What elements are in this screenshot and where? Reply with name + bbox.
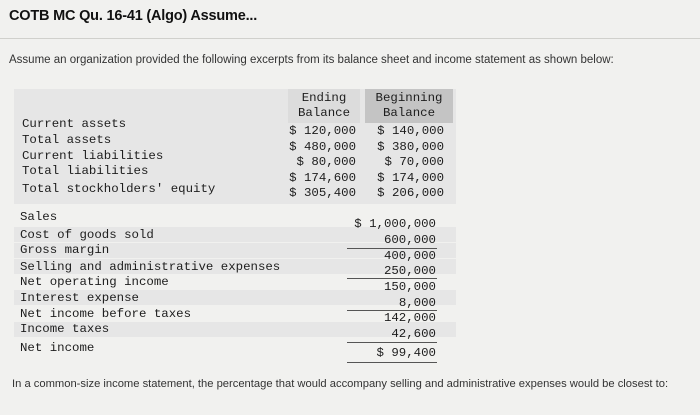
is-label-gross-margin: Gross margin (20, 243, 110, 257)
bs-ending-current-assets: $ 120,000 (289, 124, 356, 138)
is-label-interest-expense: Interest expense (20, 291, 139, 305)
is-label-cogs: Cost of goods sold (20, 228, 154, 242)
is-value-sales: $ 1,000,000 (354, 217, 436, 231)
is-value-selling-admin: 250,000 (383, 264, 436, 278)
is-value-income-taxes: 42,600 (391, 327, 436, 341)
question-intro: Assume an organization provided the following excerpts from its balance sheet and income statement as shown below: (9, 54, 614, 66)
ending-header-line1: Ending (301, 91, 347, 105)
is-value-net-income-before-taxes: 142,000 (383, 311, 436, 325)
question-prompt: In a common-size income statement, the percentage that would accompany selling and administrative expenses would be closest to: (12, 378, 669, 390)
bs-ending-stockholders-equity: $ 305,400 (289, 186, 356, 200)
question-title: COTB MC Qu. 16-41 (Algo) Assume... (9, 8, 258, 24)
subtotal-underline (347, 342, 437, 343)
bs-label-current-liabilities: Current liabilities (22, 149, 164, 163)
beginning-balance-header (365, 91, 453, 121)
ending-balance-header (288, 91, 360, 121)
bs-beginning-current-assets: $ 140,000 (377, 124, 444, 138)
bs-ending-total-liabilities: $ 174,600 (289, 171, 356, 185)
bs-label-total-assets: Total assets (22, 133, 112, 147)
bs-beginning-current-liabilities: $ 70,000 (384, 155, 444, 169)
ending-header-line2: Balance (297, 106, 351, 120)
subtotal-underline (347, 278, 437, 279)
is-value-net-operating-income: 150,000 (383, 280, 436, 294)
bs-label-total-liabilities: Total liabilities (22, 164, 149, 178)
is-label-net-operating-income: Net operating income (20, 275, 169, 289)
is-label-selling-admin: Selling and administrative expenses (20, 260, 281, 274)
is-value-cogs: 600,000 (383, 233, 436, 247)
beginning-header-line2: Balance (382, 106, 436, 120)
is-label-sales: Sales (20, 210, 58, 224)
bs-beginning-total-assets: $ 380,000 (377, 140, 444, 154)
is-value-gross-margin: 400,000 (383, 249, 436, 263)
bs-label-current-assets: Current assets (22, 117, 127, 131)
bs-ending-total-assets: $ 480,000 (289, 140, 356, 154)
divider (0, 38, 700, 39)
bs-beginning-total-liabilities: $ 174,000 (377, 171, 444, 185)
is-label-net-income-before-taxes: Net income before taxes (20, 307, 192, 321)
bs-label-stockholders-equity: Total stockholders' equity (22, 182, 216, 196)
beginning-header-line1: Beginning (375, 91, 443, 105)
is-value-interest-expense: 8,000 (398, 296, 436, 310)
bs-ending-current-liabilities: $ 80,000 (296, 155, 356, 169)
is-value-net-income: $ 99,400 (376, 346, 436, 360)
total-double-underline (347, 362, 437, 363)
bs-beginning-stockholders-equity: $ 206,000 (377, 186, 444, 200)
is-label-net-income: Net income (20, 341, 95, 355)
is-label-income-taxes: Income taxes (20, 322, 110, 336)
